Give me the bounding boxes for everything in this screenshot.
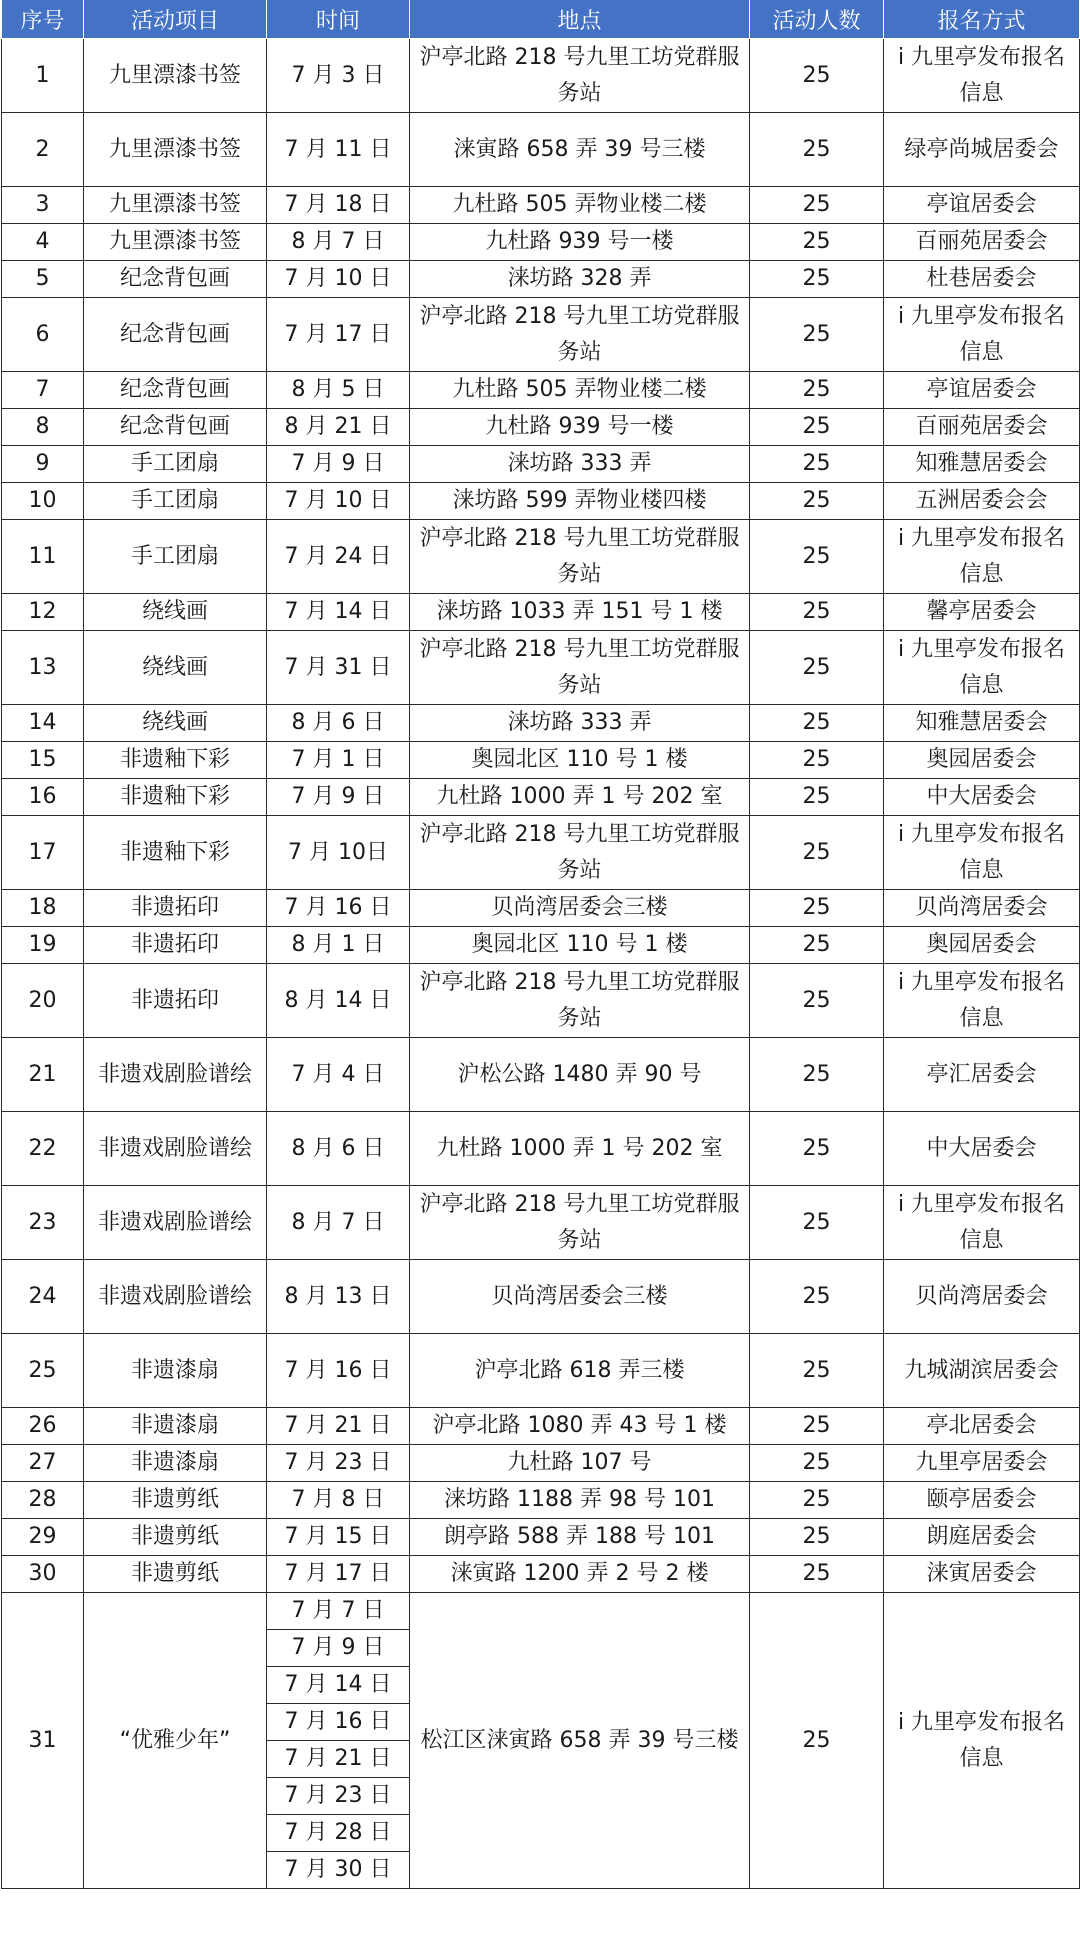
- activity-location: 涞寅路 658 弄 39 号三楼: [410, 113, 750, 187]
- row-number: 2: [2, 113, 84, 187]
- table-row: [2, 1112, 1080, 1186]
- participant-count: 25: [750, 224, 884, 261]
- activity-name: 绕线画: [84, 705, 267, 742]
- participant-count: 25: [750, 1593, 884, 1889]
- activity-name: 非遗漆扇: [84, 1445, 267, 1482]
- activity-location: 沪亭北路 1080 弄 43 号 1 楼: [410, 1408, 750, 1445]
- activity-date: 7 月 23 日: [267, 1778, 410, 1815]
- activity-location: 九杜路 1000 弄 1 号 202 室: [410, 1112, 750, 1186]
- activity-location: 贝尚湾居委会三楼: [410, 890, 750, 927]
- activity-date: 7 月 17 日: [267, 298, 410, 372]
- table-row: [2, 224, 1080, 261]
- activity-name: 绕线画: [84, 594, 267, 631]
- row-number: 12: [2, 594, 84, 631]
- signup-method: 涞寅居委会: [884, 1556, 1080, 1593]
- activity-date: 7 月 30 日: [267, 1852, 410, 1889]
- activity-location: 沪亭北路 218 号九里工坊党群服务站: [410, 520, 750, 594]
- activity-location: 九杜路 107 号: [410, 1445, 750, 1482]
- participant-count: 25: [750, 1038, 884, 1112]
- signup-method: 百丽苑居委会: [884, 224, 1080, 261]
- signup-method: 颐亭居委会: [884, 1482, 1080, 1519]
- activity-date: 7 月 16 日: [267, 890, 410, 927]
- activity-name: 非遗釉下彩: [84, 779, 267, 816]
- activity-name: “优雅少年”: [84, 1593, 267, 1889]
- activity-name: 纪念背包画: [84, 298, 267, 372]
- activity-location: 沪亭北路 218 号九里工坊党群服务站: [410, 1186, 750, 1260]
- participant-count: 25: [750, 1112, 884, 1186]
- row-number: 27: [2, 1445, 84, 1482]
- participant-count: 25: [750, 1445, 884, 1482]
- activity-date: 8 月 6 日: [267, 1112, 410, 1186]
- table-row: [2, 742, 1080, 779]
- activity-location: 涞坊路 333 弄: [410, 446, 750, 483]
- row-number: 10: [2, 483, 84, 520]
- activity-date: 8 月 5 日: [267, 372, 410, 409]
- table-row: [2, 113, 1080, 187]
- signup-method: 亭汇居委会: [884, 1038, 1080, 1112]
- participant-count: 25: [750, 1482, 884, 1519]
- participant-count: 25: [750, 1519, 884, 1556]
- row-number: 4: [2, 224, 84, 261]
- activity-name: 纪念背包画: [84, 372, 267, 409]
- row-number: 30: [2, 1556, 84, 1593]
- activity-date: 7 月 14 日: [267, 1667, 410, 1704]
- signup-method: 奥园居委会: [884, 927, 1080, 964]
- row-number: 9: [2, 446, 84, 483]
- table-row: [2, 1186, 1080, 1260]
- activity-name: 非遗戏剧脸谱绘: [84, 1186, 267, 1260]
- activity-name: 非遗漆扇: [84, 1334, 267, 1408]
- header-no: 序号: [2, 0, 84, 39]
- row-number: 19: [2, 927, 84, 964]
- activity-date: 8 月 21 日: [267, 409, 410, 446]
- activity-date: 7 月 28 日: [267, 1815, 410, 1852]
- activity-name: 非遗釉下彩: [84, 742, 267, 779]
- row-number: 1: [2, 39, 84, 113]
- row-number: 18: [2, 890, 84, 927]
- row-number: 23: [2, 1186, 84, 1260]
- table-row: [2, 816, 1080, 890]
- activity-name: 非遗戏剧脸谱绘: [84, 1038, 267, 1112]
- participant-count: 25: [750, 816, 884, 890]
- table-row: [2, 187, 1080, 224]
- activity-location: 九杜路 1000 弄 1 号 202 室: [410, 779, 750, 816]
- participant-count: 25: [750, 298, 884, 372]
- header-count: 活动人数: [750, 0, 884, 39]
- activity-location: 朗亭路 588 弄 188 号 101: [410, 1519, 750, 1556]
- activity-name: 非遗拓印: [84, 890, 267, 927]
- activity-date: 7 月 10 日: [267, 483, 410, 520]
- activity-date: 7 月 23 日: [267, 1445, 410, 1482]
- table-row: [2, 520, 1080, 594]
- activity-date: 8 月 1 日: [267, 927, 410, 964]
- activity-date: 8 月 6 日: [267, 705, 410, 742]
- row-number: 28: [2, 1482, 84, 1519]
- table-row: [2, 1334, 1080, 1408]
- table-row: [2, 1482, 1080, 1519]
- activity-date: 7 月 31 日: [267, 631, 410, 705]
- header-signup: 报名方式: [884, 0, 1080, 39]
- signup-method: i 九里亭发布报名信息: [884, 816, 1080, 890]
- activity-location: 沪亭北路 618 弄三楼: [410, 1334, 750, 1408]
- signup-method: 杜巷居委会: [884, 261, 1080, 298]
- participant-count: 25: [750, 705, 884, 742]
- activity-location: 涞坊路 1188 弄 98 号 101: [410, 1482, 750, 1519]
- participant-count: 25: [750, 890, 884, 927]
- row-number: 16: [2, 779, 84, 816]
- header-activity: 活动项目: [84, 0, 267, 39]
- activity-location: 沪松公路 1480 弄 90 号: [410, 1038, 750, 1112]
- signup-method: i 九里亭发布报名信息: [884, 964, 1080, 1038]
- activity-name: 九里漂漆书签: [84, 224, 267, 261]
- participant-count: 25: [750, 1260, 884, 1334]
- signup-method: i 九里亭发布报名信息: [884, 1593, 1080, 1889]
- activity-date: 7 月 16 日: [267, 1704, 410, 1741]
- header-row: [2, 0, 1080, 39]
- row-number: 31: [2, 1593, 84, 1889]
- signup-method: 贝尚湾居委会: [884, 890, 1080, 927]
- signup-method: 九城湖滨居委会: [884, 1334, 1080, 1408]
- table-row: [2, 1260, 1080, 1334]
- participant-count: 25: [750, 631, 884, 705]
- table-row: [2, 409, 1080, 446]
- signup-method: 奥园居委会: [884, 742, 1080, 779]
- table-row: [2, 261, 1080, 298]
- activity-name: 绕线画: [84, 631, 267, 705]
- participant-count: 25: [750, 1408, 884, 1445]
- row-number: 5: [2, 261, 84, 298]
- row-number: 20: [2, 964, 84, 1038]
- activity-name: 非遗漆扇: [84, 1408, 267, 1445]
- activity-location: 涞坊路 1033 弄 151 号 1 楼: [410, 594, 750, 631]
- activity-location: 九杜路 505 弄物业楼二楼: [410, 187, 750, 224]
- signup-method: 馨亭居委会: [884, 594, 1080, 631]
- participant-count: 25: [750, 742, 884, 779]
- signup-method: i 九里亭发布报名信息: [884, 631, 1080, 705]
- activity-name: 九里漂漆书签: [84, 113, 267, 187]
- row-number: 6: [2, 298, 84, 372]
- signup-method: 贝尚湾居委会: [884, 1260, 1080, 1334]
- activity-date: 7 月 24 日: [267, 520, 410, 594]
- activity-name: 手工团扇: [84, 446, 267, 483]
- activity-location: 涞坊路 328 弄: [410, 261, 750, 298]
- activity-date: 8 月 7 日: [267, 224, 410, 261]
- table-row: [2, 372, 1080, 409]
- activity-name: 非遗拓印: [84, 964, 267, 1038]
- activity-location: 奥园北区 110 号 1 楼: [410, 742, 750, 779]
- activity-location: 涞坊路 333 弄: [410, 705, 750, 742]
- signup-method: i 九里亭发布报名信息: [884, 39, 1080, 113]
- participant-count: 25: [750, 1186, 884, 1260]
- row-number: 17: [2, 816, 84, 890]
- table-row: [2, 1556, 1080, 1593]
- activity-location: 贝尚湾居委会三楼: [410, 1260, 750, 1334]
- participant-count: 25: [750, 372, 884, 409]
- activity-table: [1, 0, 1080, 1889]
- table-row: [2, 1038, 1080, 1112]
- signup-method: 亭北居委会: [884, 1408, 1080, 1445]
- signup-method: i 九里亭发布报名信息: [884, 298, 1080, 372]
- activity-date: 7 月 18 日: [267, 187, 410, 224]
- row-number: 29: [2, 1519, 84, 1556]
- participant-count: 25: [750, 39, 884, 113]
- participant-count: 25: [750, 1556, 884, 1593]
- activity-date: 8 月 7 日: [267, 1186, 410, 1260]
- participant-count: 25: [750, 261, 884, 298]
- activity-name: 非遗戏剧脸谱绘: [84, 1112, 267, 1186]
- table-row: [2, 1519, 1080, 1556]
- participant-count: 25: [750, 927, 884, 964]
- activity-date: 7 月 11 日: [267, 113, 410, 187]
- participant-count: 25: [750, 187, 884, 224]
- activity-date: 7 月 17 日: [267, 1556, 410, 1593]
- row-number: 7: [2, 372, 84, 409]
- activity-date: 7 月 10 日: [267, 261, 410, 298]
- signup-method: 绿亭尚城居委会: [884, 113, 1080, 187]
- table-row: [2, 890, 1080, 927]
- signup-method: 亭谊居委会: [884, 187, 1080, 224]
- table-row: [2, 1445, 1080, 1482]
- activity-date: 7 月 10日: [267, 816, 410, 890]
- activity-date: 8 月 14 日: [267, 964, 410, 1038]
- activity-date: 7 月 21 日: [267, 1741, 410, 1778]
- row-number: 13: [2, 631, 84, 705]
- signup-method: 百丽苑居委会: [884, 409, 1080, 446]
- table-row: [2, 964, 1080, 1038]
- activity-name: 九里漂漆书签: [84, 39, 267, 113]
- activity-location: 沪亭北路 218 号九里工坊党群服务站: [410, 964, 750, 1038]
- activity-name: 非遗拓印: [84, 927, 267, 964]
- participant-count: 25: [750, 964, 884, 1038]
- activity-location: 奥园北区 110 号 1 楼: [410, 927, 750, 964]
- table-row: [2, 446, 1080, 483]
- row-number: 11: [2, 520, 84, 594]
- signup-method: 朗庭居委会: [884, 1519, 1080, 1556]
- row-number: 15: [2, 742, 84, 779]
- activity-location: 沪亭北路 218 号九里工坊党群服务站: [410, 631, 750, 705]
- participant-count: 25: [750, 113, 884, 187]
- activity-name: 非遗剪纸: [84, 1519, 267, 1556]
- table-row: [2, 298, 1080, 372]
- header-location: 地点: [410, 0, 750, 39]
- activity-name: 非遗剪纸: [84, 1482, 267, 1519]
- row-number: 14: [2, 705, 84, 742]
- signup-method: 中大居委会: [884, 1112, 1080, 1186]
- activity-date: 7 月 1 日: [267, 742, 410, 779]
- activity-date: 7 月 9 日: [267, 446, 410, 483]
- table-row: [2, 1593, 1080, 1630]
- activity-location: 九杜路 939 号一楼: [410, 409, 750, 446]
- table-row: [2, 705, 1080, 742]
- participant-count: 25: [750, 779, 884, 816]
- activity-name: 九里漂漆书签: [84, 187, 267, 224]
- activity-name: 纪念背包画: [84, 261, 267, 298]
- activity-name: 手工团扇: [84, 520, 267, 594]
- signup-method: 知雅慧居委会: [884, 705, 1080, 742]
- activity-date: 7 月 3 日: [267, 39, 410, 113]
- activity-date: 7 月 9 日: [267, 779, 410, 816]
- activity-location: 松江区涞寅路 658 弄 39 号三楼: [410, 1593, 750, 1889]
- signup-method: 九里亭居委会: [884, 1445, 1080, 1482]
- participant-count: 25: [750, 409, 884, 446]
- row-number: 3: [2, 187, 84, 224]
- activity-location: 涞寅路 1200 弄 2 号 2 楼: [410, 1556, 750, 1593]
- activity-date: 7 月 9 日: [267, 1630, 410, 1667]
- activity-name: 非遗釉下彩: [84, 816, 267, 890]
- table-row: [2, 779, 1080, 816]
- row-number: 22: [2, 1112, 84, 1186]
- activity-name: 非遗剪纸: [84, 1556, 267, 1593]
- activity-name: 手工团扇: [84, 483, 267, 520]
- row-number: 8: [2, 409, 84, 446]
- participant-count: 25: [750, 594, 884, 631]
- activity-location: 沪亭北路 218 号九里工坊党群服务站: [410, 298, 750, 372]
- activity-date: 7 月 8 日: [267, 1482, 410, 1519]
- activity-date: 7 月 21 日: [267, 1408, 410, 1445]
- row-number: 25: [2, 1334, 84, 1408]
- activity-date: 8 月 13 日: [267, 1260, 410, 1334]
- participant-count: 25: [750, 483, 884, 520]
- activity-date: 7 月 4 日: [267, 1038, 410, 1112]
- activity-name: 非遗戏剧脸谱绘: [84, 1260, 267, 1334]
- table-row: [2, 39, 1080, 113]
- participant-count: 25: [750, 446, 884, 483]
- header-date: 时间: [267, 0, 410, 39]
- activity-date: 7 月 16 日: [267, 1334, 410, 1408]
- table-row: [2, 927, 1080, 964]
- signup-method: 亭谊居委会: [884, 372, 1080, 409]
- signup-method: 中大居委会: [884, 779, 1080, 816]
- activity-date: 7 月 14 日: [267, 594, 410, 631]
- signup-method: i 九里亭发布报名信息: [884, 520, 1080, 594]
- activity-name: 纪念背包画: [84, 409, 267, 446]
- table-row: [2, 483, 1080, 520]
- activity-location: 沪亭北路 218 号九里工坊党群服务站: [410, 39, 750, 113]
- row-number: 21: [2, 1038, 84, 1112]
- signup-method: 知雅慧居委会: [884, 446, 1080, 483]
- activity-date: 7 月 15 日: [267, 1519, 410, 1556]
- table-row: [2, 631, 1080, 705]
- row-number: 24: [2, 1260, 84, 1334]
- participant-count: 25: [750, 1334, 884, 1408]
- row-number: 26: [2, 1408, 84, 1445]
- table-row: [2, 594, 1080, 631]
- participant-count: 25: [750, 520, 884, 594]
- activity-location: 九杜路 505 弄物业楼二楼: [410, 372, 750, 409]
- signup-method: 五洲居委会会: [884, 483, 1080, 520]
- table-body: [2, 39, 1080, 1889]
- activity-location: 涞坊路 599 弄物业楼四楼: [410, 483, 750, 520]
- activity-date: 7 月 7 日: [267, 1593, 410, 1630]
- table-row: [2, 1408, 1080, 1445]
- activity-location: 沪亭北路 218 号九里工坊党群服务站: [410, 816, 750, 890]
- signup-method: i 九里亭发布报名信息: [884, 1186, 1080, 1260]
- activity-location: 九杜路 939 号一楼: [410, 224, 750, 261]
